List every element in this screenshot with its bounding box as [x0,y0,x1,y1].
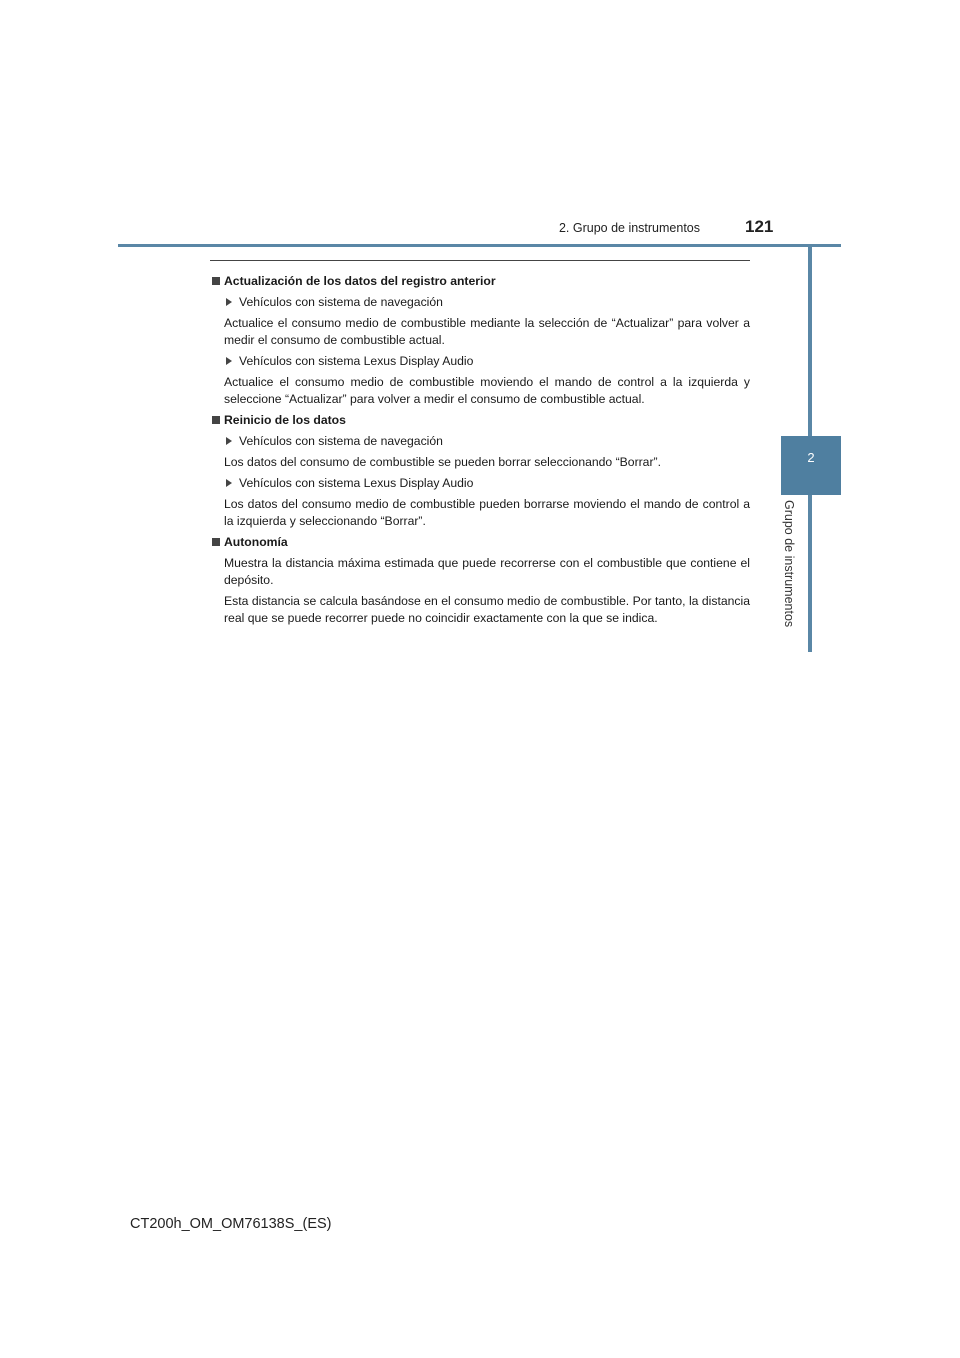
section-title-text: Autonomía [224,535,288,549]
square-bullet-icon [212,538,220,546]
section-title [210,412,750,429]
chapter-tab [781,436,841,495]
item-heading-text: Vehículos con sistema de navegación [239,434,443,448]
item-paragraph: Los datos del consumo de combustible se pueden borrar seleccionando “Borrar”. [224,455,661,469]
item-heading-text: Vehículos con sistema Lexus Display Audio [239,476,474,490]
section-title [210,534,750,551]
section-title [210,273,750,290]
item-paragraph: Los datos del consumo medio de combustible pueden borrarse moviendo el mando de control a la izquierda y seleccionando “Borrar”. [224,497,750,528]
item-heading [210,294,750,311]
section-autonomia [210,534,750,627]
section-paragraph: Muestra la distancia máxima estimada que puede recorrerse con el combustible que contiene el depósito. [224,556,750,587]
item-heading [210,475,750,492]
header-section-title: 2. Grupo de instrumentos [558,221,700,235]
triangle-bullet-icon [226,437,232,445]
section-title-text: Actualización de los datos del registro anterior [224,274,496,288]
triangle-bullet-icon [226,298,232,306]
square-bullet-icon [212,277,220,285]
item-heading-text: Vehículos con sistema de navegación [239,295,443,309]
item-paragraph: Actualice el consumo medio de combustible moviendo el mando de control a la izquierda y seleccione “Actualizar” para volver a medir el consumo de combustible actual. [224,375,750,406]
chapter-tab-label: Grupo de instrumentos [782,500,796,628]
triangle-bullet-icon [226,479,232,487]
section-reinicio [210,412,750,530]
section-actualizacion [210,273,750,408]
triangle-bullet-icon [226,357,232,365]
content-top-rule [210,260,750,261]
side-line-lower [808,495,812,650]
item-heading-text: Vehículos con sistema Lexus Display Audio [239,354,474,368]
square-bullet-icon [212,416,220,424]
chapter-tab-number: 2 [807,450,815,465]
item-heading [210,353,750,370]
item-paragraph: Actualice el consumo medio de combustible mediante la selección de “Actualizar” para volver a medir el consumo de combustible actual. [224,316,750,347]
page-number: 121 [745,217,774,236]
section-title-text: Reinicio de los datos [224,413,346,427]
header-rule [118,244,841,247]
section-paragraph: Esta distancia se calcula basándose en el consumo medio de combustible. Por tanto, la distancia real que se puede recorrer puede no coincidir exactamente con la que se indica. [224,594,750,625]
item-heading [210,433,750,450]
footer-code: CT200h_OM_OM76138S_(ES) [130,1216,332,1232]
page-content [210,269,750,627]
